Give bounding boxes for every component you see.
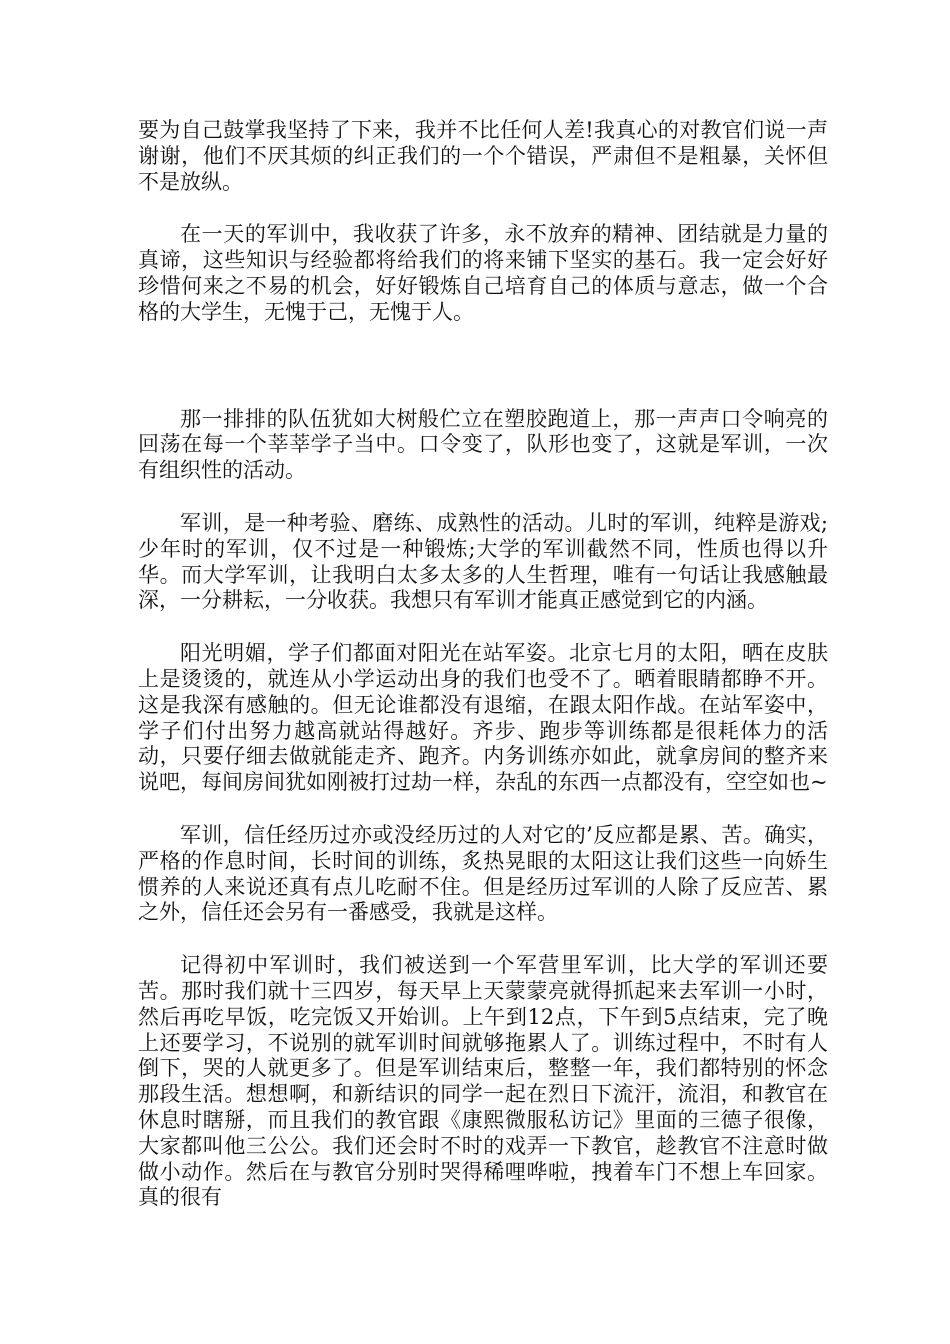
section-break [138,353,828,407]
paragraph-military-training: 军训，是一种考验、磨练、成熟性的活动。儿时的军训，纯粹是游戏;少年时的军训，仅不过是一种锻炼;大学的军训截然不同，性质也得以升华。而大学军训，让我明白太多太多的人生哲理，唯有一句话让我感触最深，一分耕耘，一分收获。我想只有军训才能真正感觉到它的内涵。 [138,510,828,613]
paragraph-trust: 军训，信任经历过亦或没经历过的人对它的’反应都是累、苦。确实，严格的作息时间，长时间的训练，炙热晃眼的太阳这让我们这些一向娇生惯养的人来说还真有点儿吃耐不住。但是经历过军训的人除了反应苦、累之外，信任还会另有一番感受，我就是这样。 [138,822,828,925]
paragraph-continuation: 要为自己鼓掌我坚持了下来，我并不比任何人差!我真心的对教官们说一声谢谢，他们不厌其烦的纠正我们的一个个错误，严肃但不是粗暴，关怀但不是放纵。 [138,118,828,194]
paragraph-ranks: 那一排排的队伍犹如大树般伫立在塑胶跑道上，那一声声口令响亮的回荡在每一个莘莘学子当中。口令变了，队形也变了，这就是军训，一次有组织性的活动。 [138,406,828,483]
document-body [138,118,828,1238]
paragraph-memory: 记得初中军训时，我们被送到一个军营里军训，比大学的军训还要苦。那时我们就十三四岁，每天早上天蒙蒙亮就得抓起来去军训一小时，然后再吃早饭，吃完饭又开始训。上午到12点，下午到5点结束，完了晚上还要学习，不说别的就军训时间就够拖累人了。训练过程中，不时有人倒下，哭的人就更多了。但是军训结束后，整整一年，我们都特别的怀念那段生活。想想啊，和新结识的同学一起在烈日下流汗，流泪，和教官在休息时瞎掰，而且我们的教官跟《康熙微服私访记》里面的三德子很像，大家都叫他三公公。我们还会时不时的戏弄一下教官，趁教官不注意时做做小动作。然后在与教官分别时哭得稀哩哗啦，拽着车门不想上车回家。真的很有 [138,953,828,1210]
paragraph-sunshine: 阳光明媚，学子们都面对阳光在站军姿。北京七月的太阳，晒在皮肤上是烫烫的，就连从小学运动出身的我们也受不了。晒着眼睛都睁不开。这是我深有感触的。但无论谁都没有退缩，在跟太阳作战。在站军姿中，学子们付出努力越高就站得越好。齐步、跑步等训练都是很耗体力的活动，只要仔细去做就能走齐、跑齐。内务训练亦如此，就拿房间的整齐来说吧，每间房间犹如刚被打过劫一样，杂乱的东西一点都没有，空空如也~ [138,641,828,795]
paragraph-harvest: 在一天的军训中，我收获了许多，永不放弃的精神、团结就是力量的真谛，这些知识与经验都将给我们的将来铺下坚实的基石。我一定会好好珍惜何来之不易的机会，好好锻炼自己培育自己的体质与意志，做一个合格的大学生，无愧于己，无愧于人。 [138,222,828,324]
